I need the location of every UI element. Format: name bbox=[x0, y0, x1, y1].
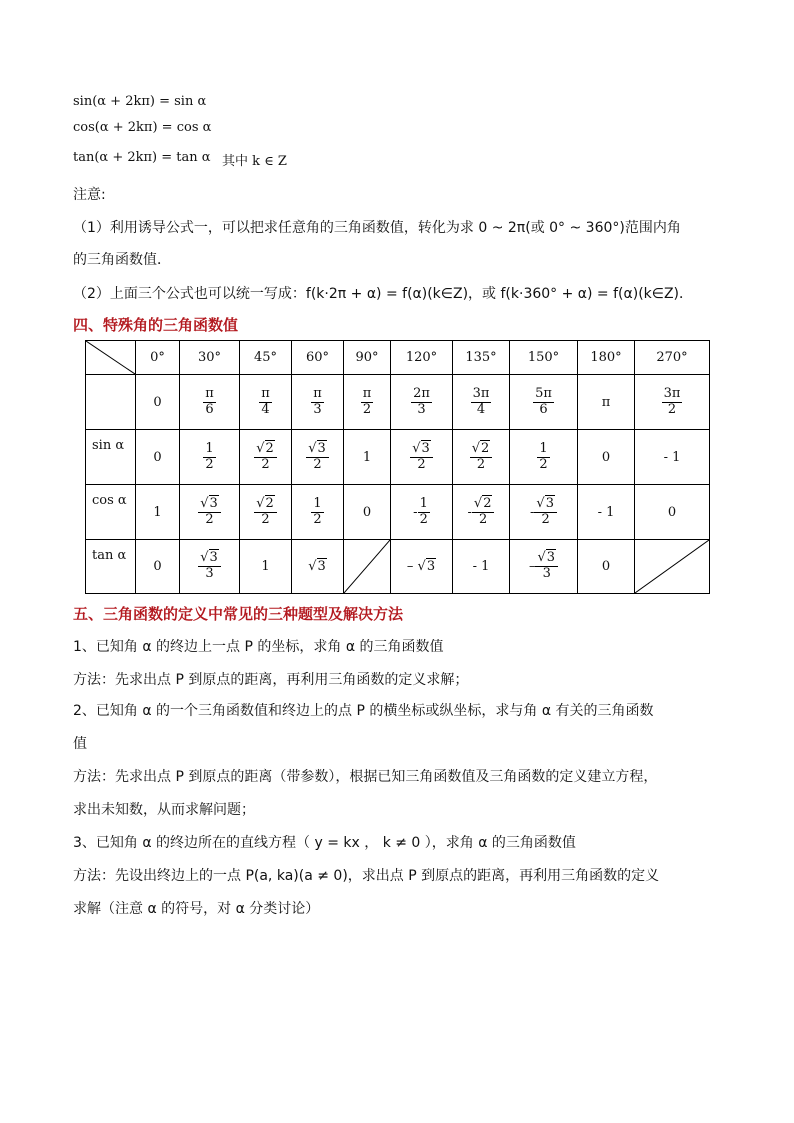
formula-cos: cos(α + 2kπ) = cos α bbox=[73, 120, 212, 135]
tan-cell-undefined bbox=[635, 540, 710, 594]
rad-cell: π bbox=[578, 375, 635, 430]
rad-label-cell bbox=[86, 375, 136, 430]
row-label-cell bbox=[86, 540, 136, 594]
note-1-line2: 的三角函数值． bbox=[73, 252, 171, 268]
tan-cell: 0 bbox=[578, 540, 635, 594]
row-label-cell bbox=[86, 430, 136, 485]
deg-cell: 150° bbox=[510, 341, 578, 375]
table-row-radians bbox=[86, 375, 710, 430]
formula-sin: sin(α + 2kπ) = sin α bbox=[73, 94, 207, 109]
cos-cell: 1 bbox=[136, 485, 180, 540]
row-label-tan: tan α bbox=[92, 548, 127, 563]
deg-cell: 90° bbox=[344, 341, 391, 375]
sin-cell: $\frac{√3}{2}$ bbox=[391, 430, 453, 485]
sin-cell: 0 bbox=[578, 430, 635, 485]
sin-cell: - 1 bbox=[635, 430, 710, 485]
cos-cell: $\frac{√3}{2}$ bbox=[180, 485, 240, 540]
corner-diagonal bbox=[86, 341, 135, 374]
cos-cell: $\frac{√2}{2}$ bbox=[240, 485, 292, 540]
table-row-cos bbox=[86, 485, 710, 540]
formula-condition: 其中 k ∈ Z bbox=[222, 154, 287, 169]
row-label-sin: sin α bbox=[92, 438, 125, 453]
undefined-diagonal bbox=[635, 540, 709, 593]
method-2-line2: 求出未知数，从而求解问题； bbox=[73, 802, 255, 818]
deg-cell: 120° bbox=[391, 341, 453, 375]
deg-cell: 0° bbox=[136, 341, 180, 375]
tan-cell-undefined bbox=[344, 540, 391, 594]
section-5-title: 五、三角函数的定义中常见的三种题型及解决方法 bbox=[73, 605, 404, 623]
method-3-line1: 方法：先设出终边上的一点 P(a, ka)(a ≠ 0)，求出点 P 到原点的距离，再利用三角函数的定义 bbox=[73, 868, 660, 884]
deg-cell: 30° bbox=[180, 341, 240, 375]
section-4-title: 四、特殊角的三角函数值 bbox=[73, 316, 239, 334]
tan-cell: – $\frac{√3}{3}$ bbox=[510, 540, 578, 594]
formula-tan: tan(α + 2kπ) = tan α bbox=[73, 150, 211, 165]
cos-cell: - $\frac{√3}{2}$ bbox=[510, 485, 578, 540]
cos-cell: 0 bbox=[344, 485, 391, 540]
cos-cell: $\frac{1}{2}$ bbox=[292, 485, 344, 540]
question-2-line1: 2、已知角 α 的一个三角函数值和终边上的点 P 的横坐标或纵坐标，求与角 α 有关的三角函数 bbox=[73, 703, 654, 719]
note-1-line1: （1）利用诱导公式一，可以把求任意角的三角函数值，转化为求 0 ~ 2π(或 0° ~ 360°)范围内角 bbox=[73, 220, 681, 236]
rad-cell: $\frac{\pi}{2}$ bbox=[344, 375, 391, 430]
rad-cell: $\frac{\pi}{4}$ bbox=[240, 375, 292, 430]
deg-cell: 180° bbox=[578, 341, 635, 375]
cos-cell: - 1 bbox=[578, 485, 635, 540]
row-label-cell bbox=[86, 485, 136, 540]
rad-cell: 0 bbox=[136, 375, 180, 430]
deg-cell: 270° bbox=[635, 341, 710, 375]
rad-cell: $\frac{3\pi}{4}$ bbox=[453, 375, 510, 430]
rad-cell: $\frac{3\pi}{2}$ bbox=[635, 375, 710, 430]
table-row-sin bbox=[86, 430, 710, 485]
rad-cell: $\frac{2\pi}{3}$ bbox=[391, 375, 453, 430]
tan-cell: $\frac{√3}{3}$ bbox=[180, 540, 240, 594]
method-3-line2: 求解（注意 α 的符号，对 α 分类讨论） bbox=[73, 901, 320, 917]
rad-cell: $\frac{\pi}{3}$ bbox=[292, 375, 344, 430]
sin-cell: $\frac{1}{2}$ bbox=[180, 430, 240, 485]
method-2-line1: 方法：先求出点 P 到原点的距离（带参数），根据已知三角函数值及三角函数的定义建立方程， bbox=[73, 769, 658, 785]
row-label-cos: cos α bbox=[92, 493, 127, 508]
sin-cell: 1 bbox=[344, 430, 391, 485]
question-3: 3、已知角 α 的终边所在的直线方程（ y = kx ， k ≠ 0 ），求角 α 的三角函数值 bbox=[73, 835, 576, 851]
tan-cell: - 1 bbox=[453, 540, 510, 594]
table-row-tan bbox=[86, 540, 710, 594]
deg-cell: 135° bbox=[453, 341, 510, 375]
tan-cell: √3 bbox=[292, 540, 344, 594]
notes-label: 注意: bbox=[73, 187, 106, 203]
table-row-degrees bbox=[86, 341, 710, 375]
cos-cell: - $\frac{1}{2}$ bbox=[391, 485, 453, 540]
question-1: 1、已知角 α 的终边上一点 P 的坐标，求角 α 的三角函数值 bbox=[73, 639, 444, 655]
question-2-line2: 值 bbox=[73, 736, 87, 752]
sin-cell: $\frac{√2}{2}$ bbox=[240, 430, 292, 485]
sin-cell: 0 bbox=[136, 430, 180, 485]
note-2: （2）上面三个公式也可以统一写成：f(k·2π + α) = f(α)(k∈Z)，或 f(k·360° + α) = f(α)(k∈Z)． bbox=[73, 286, 694, 302]
deg-cell: 60° bbox=[292, 341, 344, 375]
sin-cell: $\frac{√2}{2}$ bbox=[453, 430, 510, 485]
rad-cell: $\frac{5\pi}{6}$ bbox=[510, 375, 578, 430]
sin-cell: $\frac{√3}{2}$ bbox=[292, 430, 344, 485]
tan-cell: 1 bbox=[240, 540, 292, 594]
special-angles-table bbox=[85, 340, 710, 594]
tan-cell: – √3 bbox=[391, 540, 453, 594]
cos-cell: - $\frac{√2}{2}$ bbox=[453, 485, 510, 540]
rad-cell: $\frac{\pi}{6}$ bbox=[180, 375, 240, 430]
method-1: 方法：先求出点 P 到原点的距离，再利用三角函数的定义求解； bbox=[73, 672, 469, 688]
table-corner bbox=[86, 341, 136, 375]
cos-cell: 0 bbox=[635, 485, 710, 540]
sin-cell: $\frac{1}{2}$ bbox=[510, 430, 578, 485]
tan-cell: 0 bbox=[136, 540, 180, 594]
undefined-diagonal bbox=[344, 540, 390, 593]
deg-cell: 45° bbox=[240, 341, 292, 375]
